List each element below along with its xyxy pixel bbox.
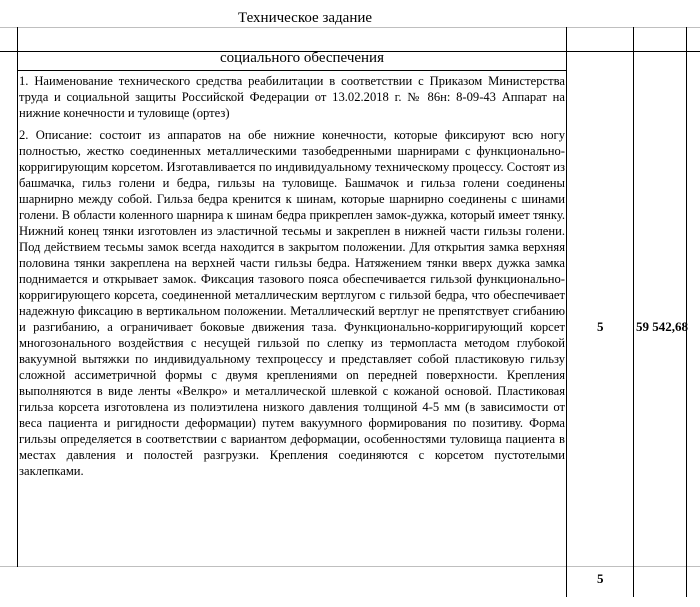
table-border-right [686,27,687,597]
column-divider-1 [566,27,567,597]
grid-guide-bottom [0,566,700,567]
section-subtitle: социального обеспечения [220,50,384,66]
grid-guide-top [0,27,700,28]
item-name: 1. Наименование технического средства реабилитации в соответствии с Приказом Министерства труда и социальной защиты Российской Федерации от 13.02.2018 г. № 86н: 8-09-43 Аппарат на нижние конечности и туловище (ортез) [19,74,565,120]
item-description: 2. Описание: состоит из аппаратов на обе нижние конечности, которые фиксируют всю ногу полностью, жестко соединенных металлическими тазобедренными шарнирами с функционально-корригирующим корсетом. Изготавливается по индивидуальному техническому процессу. Состоят из башмачка, гильз голени и бедра, гильзы на туловище. Башмачок и гильза голени соединены шарнирно между собой. Гильза бедра кренится к шинам, которые шарнирно соединены с шинами голени. В области коленного шарнира к шинам бедра прикреплен замок-дужка, который имеет тянку. Нижний конец тянки изготовлен из эластичной тесьмы и закреплен в нижней части гильзы голени. Под действием тесьмы замок всегда находится в закрытом положении. Для открытия замка верхняя половина тянки закреплена на верхней части гильзы бедра. Натяжением тянки вверх дужка замка поднимается и открывает замок. Фиксация тазового пояса обеспечивается гильзой функционально-корригирующего корсета, соединенной металлическим вертлугом с гильзой бедра, что обеспечивает надежную фиксацию в вертикальном положении. Металлический вертлуг не препятствует сгибанию и разгибанию, а ограничивает боковые движения таза. Функционально-корригирующий корсет многозонального воздействия с несущей гильзой по слепку из термопласта методом глубокой вакуумной вытяжки по индивидуальному техпроцессу и представляет собой пластиковую гильзу сложной ассиметричной формы с двумя креплениями on передней поверхности. Крепления выполняются в виде ленты «Велкро» и металлической шлевкой с кожаной основой. Пластиковая гильза корсета изготовлена из полиэтилена низкого давления толщиной 4-5 мм (в зависимости от веса пациента и ригидности деформации) путем вакуумного формирования по позитиву. Форма гильзы определяется в соответствии с вариантом деформации, особенностями туловища пациента в местах давления и полостей разгрузки. Крепления соединяются с корсетом пустотелыми заклепками. [19,128,565,478]
table-row-divider [18,70,566,71]
total-quantity-cell: 5 [597,571,604,586]
price-cell: 59 542,68 [636,319,688,334]
table-border-left [17,27,18,567]
column-divider-2 [633,27,634,597]
item-description-cell [19,73,565,479]
quantity-cell: 5 [597,319,604,334]
document-title: Техническое задание [238,10,373,26]
